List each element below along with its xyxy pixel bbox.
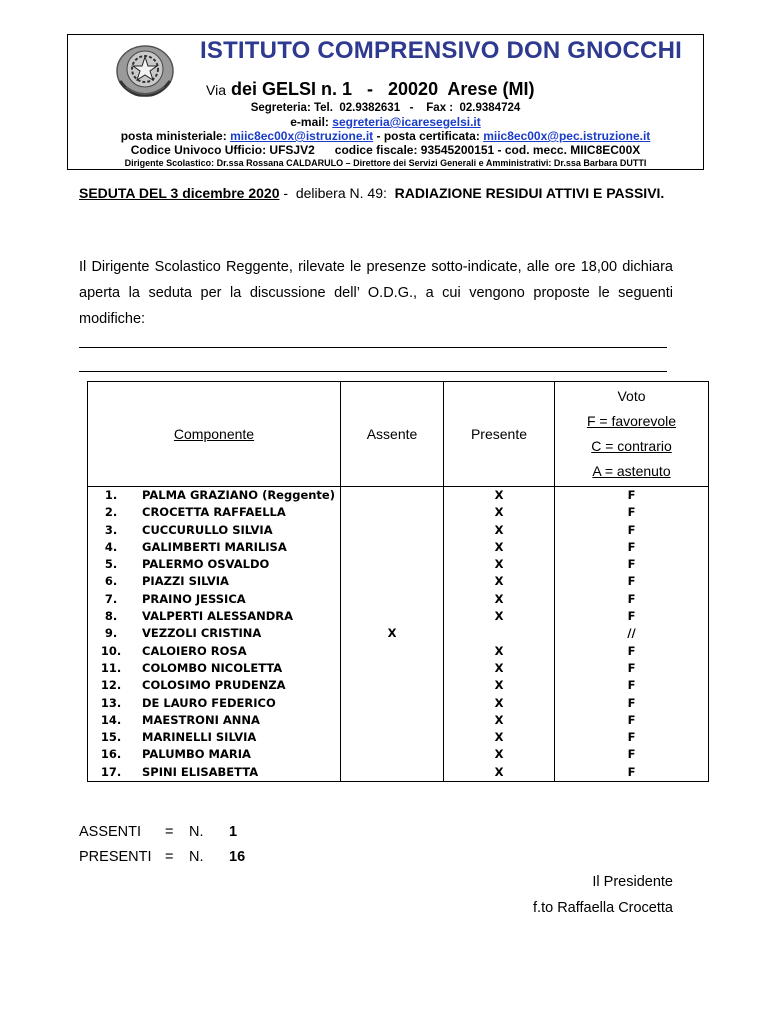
pec-link-certificata[interactable]: miic8ec00x@pec.istruzione.it bbox=[483, 129, 651, 143]
member-presente: X bbox=[444, 746, 555, 763]
member-presente: X bbox=[444, 539, 555, 556]
member-voto: // bbox=[555, 625, 709, 642]
member-assente bbox=[341, 591, 444, 608]
school-name: ISTITUTO COMPRENSIVO DON GNOCCHI bbox=[200, 37, 682, 64]
presenti-eq: = bbox=[165, 849, 174, 865]
member-voto: F bbox=[555, 573, 709, 590]
seduta-date: SEDUTA DEL 3 dicembre 2020 bbox=[79, 185, 280, 201]
member-assente bbox=[341, 746, 444, 763]
assenti-eq: = bbox=[165, 824, 174, 840]
member-presente: X bbox=[444, 729, 555, 746]
member-name: MARINELLI SILVIA bbox=[134, 729, 341, 746]
school-address bbox=[206, 79, 676, 100]
member-number: 15. bbox=[88, 729, 135, 746]
table-row bbox=[88, 539, 709, 556]
signature-role: Il Presidente bbox=[592, 874, 673, 890]
header-assente: Assente bbox=[341, 382, 444, 487]
member-name: DE LAURO FEDERICO bbox=[134, 695, 341, 712]
member-number: 5. bbox=[88, 556, 135, 573]
member-assente bbox=[341, 764, 444, 782]
staff-line: Dirigente Scolastico: Dr.ssa Rossana CALDARULO – Direttore dei Servizi Generali e Amministrativi: Dr.ssa Barbara DUTTI bbox=[124, 158, 647, 168]
blank-line-2 bbox=[79, 371, 667, 372]
member-number: 11. bbox=[88, 660, 135, 677]
table-row bbox=[88, 608, 709, 625]
assenti-n: N. bbox=[189, 824, 204, 840]
member-presente: X bbox=[444, 660, 555, 677]
member-number: 17. bbox=[88, 764, 135, 782]
member-number: 3. bbox=[88, 522, 135, 539]
member-assente bbox=[341, 573, 444, 590]
member-presente: X bbox=[444, 677, 555, 694]
header-voto-c: C = contrario bbox=[591, 438, 672, 454]
pec-link-ministeriale[interactable]: miic8ec00x@istruzione.it bbox=[230, 129, 374, 143]
member-voto: F bbox=[555, 712, 709, 729]
italian-republic-emblem-icon bbox=[112, 41, 178, 99]
blank-line-1 bbox=[79, 347, 667, 348]
member-assente bbox=[341, 608, 444, 625]
member-assente bbox=[341, 695, 444, 712]
summary-assenti bbox=[79, 824, 237, 840]
header-voto-a: A = astenuto bbox=[592, 463, 671, 479]
member-name: MAESTRONI ANNA bbox=[134, 712, 341, 729]
member-voto: F bbox=[555, 695, 709, 712]
member-voto: F bbox=[555, 504, 709, 521]
member-name: VALPERTI ALESSANDRA bbox=[134, 608, 341, 625]
table-row bbox=[88, 573, 709, 590]
table-row bbox=[88, 504, 709, 521]
header-presente: Presente bbox=[444, 382, 555, 487]
member-number: 7. bbox=[88, 591, 135, 608]
header-voto-f: F = favorevole bbox=[586, 413, 677, 429]
pec-line bbox=[68, 129, 703, 143]
table-row bbox=[88, 695, 709, 712]
member-number: 2. bbox=[88, 504, 135, 521]
member-voto: F bbox=[555, 608, 709, 625]
member-voto: F bbox=[555, 487, 709, 505]
member-name: COLOSIMO PRUDENZA bbox=[134, 677, 341, 694]
member-name: COLOMBO NICOLETTA bbox=[134, 660, 341, 677]
member-number: 6. bbox=[88, 573, 135, 590]
pec-label-certificata: - posta certificata: bbox=[373, 129, 480, 143]
codes-line: Codice Univoco Ufficio: UFSJV2 codice fiscale: 93545200151 - cod. mecc. MIIC8EC00X bbox=[130, 143, 641, 157]
table-row bbox=[88, 677, 709, 694]
member-presente bbox=[444, 625, 555, 642]
address-rest: dei GELSI n. 1 - 20020 Arese (MI) bbox=[231, 79, 535, 99]
member-name: PIAZZI SILVIA bbox=[134, 573, 341, 590]
assenti-value: 1 bbox=[229, 824, 238, 840]
member-assente bbox=[341, 712, 444, 729]
table-row bbox=[88, 487, 709, 505]
table-row bbox=[88, 746, 709, 763]
member-voto: F bbox=[555, 729, 709, 746]
member-presente: X bbox=[444, 487, 555, 505]
member-number: 9. bbox=[88, 625, 135, 642]
table-row bbox=[88, 556, 709, 573]
member-presente: X bbox=[444, 504, 555, 521]
table-row bbox=[88, 660, 709, 677]
email-line bbox=[68, 115, 703, 129]
email-link[interactable]: segreteria@icaresegelsi.it bbox=[332, 115, 481, 129]
member-voto: F bbox=[555, 746, 709, 763]
member-assente: X bbox=[341, 625, 444, 642]
member-name: PALUMBO MARIA bbox=[134, 746, 341, 763]
member-name: SPINI ELISABETTA bbox=[134, 764, 341, 782]
pec-label-ministeriale: posta ministeriale: bbox=[120, 129, 227, 143]
seduta-heading bbox=[79, 181, 679, 205]
seduta-subject: RADIAZIONE RESIDUI ATTIVI E PASSIVI. bbox=[394, 185, 665, 201]
member-presente: X bbox=[444, 764, 555, 782]
table-row bbox=[88, 591, 709, 608]
member-name: VEZZOLI CRISTINA bbox=[134, 625, 341, 642]
member-voto: F bbox=[555, 539, 709, 556]
member-assente bbox=[341, 522, 444, 539]
member-number: 13. bbox=[88, 695, 135, 712]
member-presente: X bbox=[444, 608, 555, 625]
member-number: 8. bbox=[88, 608, 135, 625]
member-presente: X bbox=[444, 591, 555, 608]
presenti-n: N. bbox=[189, 849, 204, 865]
header-voto bbox=[555, 382, 709, 487]
member-number: 10. bbox=[88, 643, 135, 660]
member-voto: F bbox=[555, 677, 709, 694]
address-via: Via bbox=[206, 82, 226, 98]
member-assente bbox=[341, 487, 444, 505]
header-componente bbox=[88, 382, 341, 487]
summary-presenti bbox=[79, 849, 245, 865]
email-label: e-mail: bbox=[290, 115, 329, 129]
member-name: CUCCURULLO SILVIA bbox=[134, 522, 341, 539]
member-number: 4. bbox=[88, 539, 135, 556]
member-presente: X bbox=[444, 712, 555, 729]
member-assente bbox=[341, 729, 444, 746]
table-header-row bbox=[88, 382, 709, 487]
member-assente bbox=[341, 677, 444, 694]
member-voto: F bbox=[555, 591, 709, 608]
member-presente: X bbox=[444, 522, 555, 539]
table-row bbox=[88, 764, 709, 782]
member-name: PRAINO JESSICA bbox=[134, 591, 341, 608]
assenti-label: ASSENTI bbox=[79, 824, 142, 840]
member-assente bbox=[341, 556, 444, 573]
member-number: 14. bbox=[88, 712, 135, 729]
member-name: CROCETTA RAFFAELLA bbox=[134, 504, 341, 521]
member-presente: X bbox=[444, 556, 555, 573]
member-number: 1. bbox=[88, 487, 135, 505]
presenti-label: PRESENTI bbox=[79, 849, 152, 865]
presenti-value: 16 bbox=[229, 849, 246, 865]
table-row bbox=[88, 643, 709, 660]
member-voto: F bbox=[555, 660, 709, 677]
table-row bbox=[88, 729, 709, 746]
member-name: CALOIERO ROSA bbox=[134, 643, 341, 660]
letterhead bbox=[67, 34, 704, 170]
member-name: PALMA GRAZIANO (Reggente) bbox=[134, 487, 341, 505]
table-row bbox=[88, 522, 709, 539]
intro-text: Il Dirigente Scolastico Reggente, rilevate le presenze sotto-indicate, alle ore 18,00 dichiara aperta la seduta per la discussione dell’ O.D.G., a cui vengono proposte le seguenti modifiche: bbox=[79, 259, 673, 327]
member-number: 16. bbox=[88, 746, 135, 763]
member-presente: X bbox=[444, 573, 555, 590]
member-assente bbox=[341, 660, 444, 677]
members-table bbox=[87, 381, 709, 782]
member-voto: F bbox=[555, 643, 709, 660]
member-assente bbox=[341, 643, 444, 660]
member-assente bbox=[341, 504, 444, 521]
member-presente: X bbox=[444, 643, 555, 660]
member-presente: X bbox=[444, 695, 555, 712]
member-name: GALIMBERTI MARILISA bbox=[134, 539, 341, 556]
member-assente bbox=[341, 539, 444, 556]
member-name: PALERMO OSVALDO bbox=[134, 556, 341, 573]
table-row bbox=[88, 625, 709, 642]
table-body bbox=[88, 487, 709, 782]
seduta-delibera: - delibera N. 49: bbox=[279, 185, 395, 201]
phone-line: Segreteria: Tel. 02.9382631 - Fax : 02.9384724 bbox=[250, 102, 521, 114]
member-number: 12. bbox=[88, 677, 135, 694]
member-voto: F bbox=[555, 522, 709, 539]
member-voto: F bbox=[555, 764, 709, 782]
table-row bbox=[88, 712, 709, 729]
member-voto: F bbox=[555, 556, 709, 573]
header-componente-label: Componente bbox=[173, 426, 255, 442]
signature-name: f.to Raffaella Crocetta bbox=[533, 900, 673, 916]
header-voto-label: Voto bbox=[617, 388, 646, 404]
